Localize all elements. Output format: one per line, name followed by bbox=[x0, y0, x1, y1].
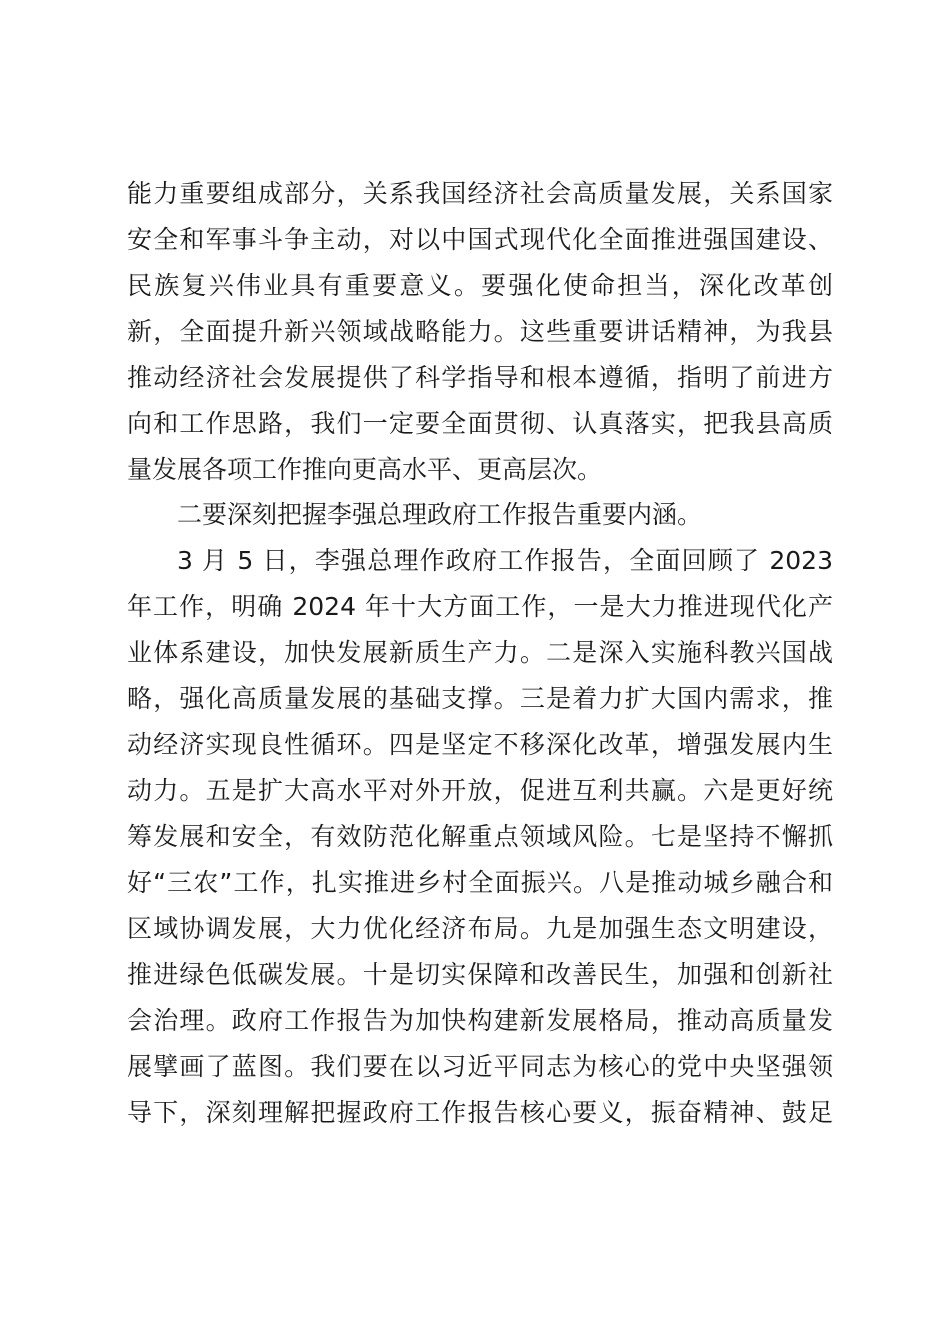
paragraph-line: 3 月 5 日，李强总理作政府工作报告，全面回顾了 2023 bbox=[177, 546, 833, 575]
paragraph bbox=[127, 538, 833, 1136]
section-heading-text: 二要深刻把握李强总理政府工作报告重要内涵。 bbox=[177, 500, 703, 529]
paragraph-line: 动经济实现良性循环。四是坚定不移深化改革，增强发展内生 bbox=[127, 730, 833, 759]
paragraph-line: 导下，深刻理解把握政府工作报告核心要义，振奋精神、鼓足 bbox=[127, 1098, 833, 1127]
paragraph-line: 区域协调发展，大力优化经济布局。九是加强生态文明建设， bbox=[127, 914, 833, 943]
paragraph-line: 业体系建设，加快发展新质生产力。二是深入实施科教兴国战 bbox=[127, 638, 833, 667]
paragraph-line: 量发展各项工作推向更高水平、更高层次。 bbox=[127, 455, 603, 484]
paragraph-line: 略，强化高质量发展的基础支撑。三是着力扩大国内需求，推 bbox=[127, 684, 833, 713]
paragraph-line: 展擘画了蓝图。我们要在以习近平同志为核心的党中央坚强领 bbox=[127, 1052, 833, 1081]
paragraph-line: 向和工作思路，我们一定要全面贯彻、认真落实，把我县高质 bbox=[127, 409, 833, 438]
paragraph-line: 好“三农”工作，扎实推进乡村全面振兴。八是推动城乡融合和 bbox=[127, 868, 833, 897]
paragraph-line: 民族复兴伟业具有重要意义。要强化使命担当，深化改革创 bbox=[127, 271, 833, 300]
paragraph-continued bbox=[127, 171, 833, 493]
paragraph-line: 会治理。政府工作报告为加快构建新发展格局，推动高质量发 bbox=[127, 1006, 833, 1035]
paragraph-line: 新，全面提升新兴领域战略能力。这些重要讲话精神，为我县 bbox=[127, 317, 833, 346]
paragraph-line: 推进绿色低碳发展。十是切实保障和改善民生，加强和创新社 bbox=[127, 960, 833, 989]
section-heading bbox=[127, 492, 833, 538]
paragraph-line: 安全和军事斗争主动，对以中国式现代化全面推进强国建设、 bbox=[127, 225, 833, 254]
paragraph-line: 推动经济社会发展提供了科学指导和根本遵循，指明了前进方 bbox=[127, 363, 833, 392]
paragraph-line: 年工作，明确 2024 年十大方面工作，一是大力推进现代化产 bbox=[127, 592, 833, 621]
paragraph-line: 能力重要组成部分，关系我国经济社会高质量发展，关系国家 bbox=[127, 179, 833, 208]
paragraph-line: 筹发展和安全，有效防范化解重点领域风险。七是坚持不懈抓 bbox=[127, 822, 833, 851]
paragraph-line: 动力。五是扩大高水平对外开放，促进互利共赢。六是更好统 bbox=[127, 776, 833, 805]
